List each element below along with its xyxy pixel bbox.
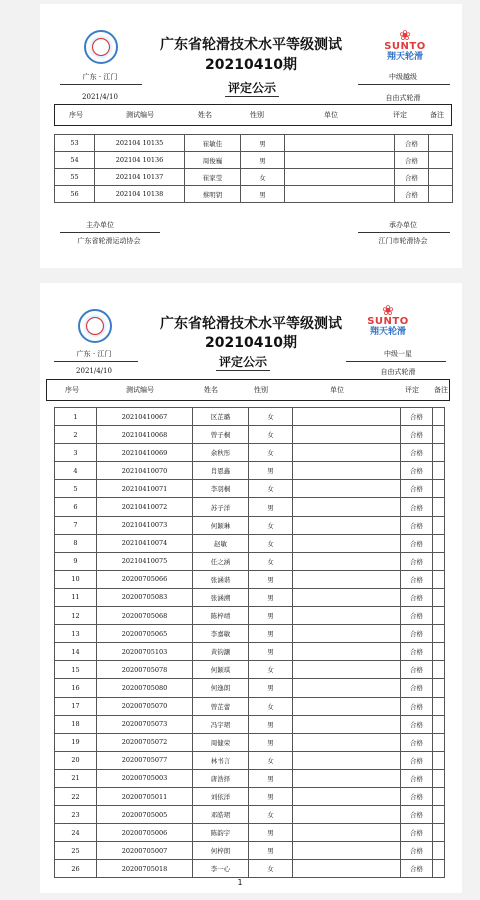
cell-unit [293,534,401,552]
cell-index: 11 [55,588,97,606]
cell-test-id: 20200705103 [97,643,193,661]
cell-result: 合格 [395,152,429,169]
table-header [46,379,450,401]
column-header-test-id: 测试编号 [126,386,154,394]
cell-test-id: 20200705065 [97,625,193,643]
cell-unit [285,152,395,169]
page-number: 1 [237,878,243,887]
cell-index: 9 [55,552,97,570]
cell-index: 17 [55,697,97,715]
cell-remark [433,661,445,679]
cell-test-id: 20200705006 [97,824,193,842]
cell-gender: 男 [249,715,293,733]
table-header [54,104,452,126]
cell-remark [433,751,445,769]
cell-unit [293,408,401,426]
cell-gender: 女 [249,697,293,715]
table-row [55,169,453,186]
column-header-test-id: 测试编号 [126,111,154,119]
table-row [55,697,445,715]
cell-index: 4 [55,462,97,480]
cell-result: 合格 [401,588,433,606]
host-label: 主办单位 [86,221,114,229]
table-row [55,462,445,480]
cell-index: 2 [55,426,97,444]
table-row [55,679,445,697]
cell-remark [433,769,445,787]
cell-gender: 女 [249,860,293,878]
document-title: 广东省轮滑技术水平等级测试 [160,37,342,53]
cell-result: 合格 [401,408,433,426]
cell-remark [433,733,445,751]
cell-unit [293,588,401,606]
cell-gender: 男 [249,607,293,625]
results-table [54,134,453,203]
cell-unit [293,444,401,462]
table-row [55,552,445,570]
cell-remark [429,152,453,169]
cell-unit [293,516,401,534]
cell-test-id: 20200705080 [97,679,193,697]
table-row [55,444,445,462]
table-row [55,643,445,661]
divider [60,232,160,233]
document-subtitle: 评定公示 [216,353,270,371]
cell-test-id: 20200705005 [97,806,193,824]
cell-unit [293,625,401,643]
cell-remark [433,715,445,733]
cell-name: 赵敏 [193,534,249,552]
cell-result: 合格 [401,444,433,462]
cell-gender: 女 [249,661,293,679]
table-row [55,769,445,787]
cell-test-id: 20200705077 [97,751,193,769]
cell-index: 23 [55,806,97,824]
cell-remark [433,534,445,552]
cell-result: 合格 [401,806,433,824]
cell-name: 林书言 [193,751,249,769]
cell-test-id: 20210410071 [97,480,193,498]
date-label: 2021/4/10 [82,93,118,101]
cell-name: 唐浩择 [193,769,249,787]
cell-gender: 男 [249,769,293,787]
cell-gender: 女 [249,751,293,769]
cell-gender: 男 [249,643,293,661]
cell-result: 合格 [395,135,429,152]
cell-unit [293,842,401,860]
level-label: 中级一星 [384,350,412,358]
cell-test-id: 20210410067 [97,408,193,426]
cell-name: 苏子洋 [193,498,249,516]
divider [60,84,142,85]
cell-index: 10 [55,570,97,588]
discipline-label: 自由式轮滑 [385,94,421,102]
cell-result: 合格 [401,715,433,733]
cell-gender: 男 [241,135,285,152]
cell-gender: 男 [249,679,293,697]
cell-test-id: 20200705007 [97,842,193,860]
cell-result: 合格 [401,679,433,697]
table-row [55,498,445,516]
document-period: 20210410期 [205,57,297,73]
cell-gender: 女 [249,516,293,534]
cell-index: 25 [55,842,97,860]
cell-index: 55 [55,169,95,186]
cell-remark [433,480,445,498]
cell-result: 合格 [401,842,433,860]
divider [346,361,446,362]
divider [358,84,450,85]
table-row [55,860,445,878]
cell-remark [429,135,453,152]
cell-name: 陈韵宇 [193,824,249,842]
cell-remark [433,643,445,661]
cell-unit [293,751,401,769]
cell-test-id: 20200705066 [97,570,193,588]
cell-result: 合格 [401,751,433,769]
cell-index: 12 [55,607,97,625]
cell-name: 刘依洋 [193,787,249,805]
discipline-label: 自由式轮滑 [380,368,416,376]
cell-result: 合格 [401,426,433,444]
table-row [55,570,445,588]
cell-result: 合格 [401,661,433,679]
cell-remark [433,787,445,805]
cell-result: 合格 [401,498,433,516]
cell-remark [433,408,445,426]
table-row [55,715,445,733]
cell-gender: 男 [241,152,285,169]
date-label: 2021/4/10 [76,367,112,375]
cell-remark [433,806,445,824]
cell-name: 何颖琳 [193,516,249,534]
cell-unit [293,643,401,661]
cell-index: 21 [55,769,97,787]
cell-remark [433,444,445,462]
cell-remark [433,552,445,570]
column-header-name: 姓名 [204,386,218,394]
cell-result: 合格 [401,860,433,878]
cell-result: 合格 [395,169,429,186]
table-row [55,751,445,769]
cell-gender: 男 [249,588,293,606]
table-row [55,426,445,444]
cell-gender: 女 [249,806,293,824]
table-row [55,480,445,498]
cell-gender: 男 [249,498,293,516]
cell-index: 13 [55,625,97,643]
cell-test-id: 20210410074 [97,534,193,552]
cell-test-id: 20210410068 [97,426,193,444]
cell-name: 蔡明钥 [185,186,241,203]
cell-index: 20 [55,751,97,769]
cell-unit [293,824,401,842]
cell-remark [433,697,445,715]
cell-gender: 男 [249,842,293,860]
cell-gender: 男 [241,186,285,203]
table-row [55,186,453,203]
cell-gender: 男 [249,733,293,751]
cell-remark [433,426,445,444]
document-period: 20210410期 [205,335,297,351]
cell-unit [293,679,401,697]
cell-name: 余秋彤 [193,444,249,462]
column-header-remark: 备注 [434,386,448,394]
cell-result: 合格 [401,534,433,552]
cell-result: 合格 [401,787,433,805]
cell-name: 周俊巍 [185,152,241,169]
cell-name: 邓皓珺 [193,806,249,824]
cell-test-id: 20200705011 [97,787,193,805]
cell-test-id: 20210410069 [97,444,193,462]
table-row [55,588,445,606]
sunto-logo-icon: ❀ SUNTO 翔天轮滑 [384,28,426,62]
results-table [54,407,445,878]
cell-remark [433,625,445,643]
cell-remark [429,186,453,203]
column-header-gender: 性别 [254,386,268,394]
cell-unit [293,769,401,787]
cell-gender: 女 [249,426,293,444]
cell-result: 合格 [401,824,433,842]
cell-name: 区芷璐 [193,408,249,426]
cell-unit [293,607,401,625]
column-header-unit: 单位 [330,386,344,394]
cell-unit [293,570,401,588]
cell-index: 18 [55,715,97,733]
organizer-label: 承办单位 [389,221,417,229]
table-row [55,661,445,679]
cell-result: 合格 [401,697,433,715]
cell-remark [433,588,445,606]
cell-name: 曾芷蕾 [193,697,249,715]
cell-gender: 男 [249,462,293,480]
cell-remark [433,607,445,625]
cell-unit [293,733,401,751]
cell-name: 陈梓靖 [193,607,249,625]
cell-test-id: 202104 10137 [95,169,185,186]
cell-test-id: 20210410073 [97,516,193,534]
cell-index: 56 [55,186,95,203]
cell-name: 黄钧灏 [193,643,249,661]
document-subtitle: 评定公示 [225,79,279,97]
cell-result: 合格 [401,733,433,751]
cell-unit [285,135,395,152]
cell-test-id: 20200705018 [97,860,193,878]
organizer-name: 江门市轮滑协会 [378,237,428,245]
table-row [55,625,445,643]
cell-gender: 女 [249,552,293,570]
cell-index: 26 [55,860,97,878]
cell-index: 7 [55,516,97,534]
cell-name: 李一心 [193,860,249,878]
cell-index: 15 [55,661,97,679]
table-row [55,516,445,534]
cell-result: 合格 [401,570,433,588]
cell-test-id: 20200705070 [97,697,193,715]
cell-remark [429,169,453,186]
column-header-gender: 性别 [250,111,264,119]
divider [358,232,450,233]
cell-result: 合格 [401,643,433,661]
column-header-result: 评定 [393,111,407,119]
divider [54,361,138,362]
cell-unit [293,715,401,733]
cell-unit [293,860,401,878]
table-row [55,534,445,552]
cell-name: 任之涵 [193,552,249,570]
cell-index: 24 [55,824,97,842]
cell-name: 张涵溯 [193,588,249,606]
cell-name: 何颖琪 [193,661,249,679]
cell-test-id: 20210410072 [97,498,193,516]
cell-name: 李羽桐 [193,480,249,498]
cell-remark [433,860,445,878]
table-row [55,607,445,625]
table-row [55,842,445,860]
cell-unit [293,661,401,679]
cell-test-id: 202104 10136 [95,152,185,169]
document-title: 广东省轮滑技术水平等级测试 [160,316,342,332]
cell-gender: 女 [249,534,293,552]
cell-gender: 男 [249,787,293,805]
cell-index: 14 [55,643,97,661]
cell-gender: 女 [249,408,293,426]
cell-unit [293,426,401,444]
location-label: 广东 · 江门 [76,350,112,358]
cell-test-id: 20210410070 [97,462,193,480]
cell-name: 崔家莹 [185,169,241,186]
sunto-logo-icon: ❀ SUNTO 翔天轮滑 [367,303,409,337]
level-label: 中级越级 [389,73,417,81]
column-header-result: 评定 [405,386,419,394]
cell-name: 李嘉敏 [193,625,249,643]
cell-result: 合格 [401,769,433,787]
cell-remark [433,462,445,480]
cell-index: 6 [55,498,97,516]
table-row [55,806,445,824]
cell-name: 张涵谐 [193,570,249,588]
cell-unit [293,498,401,516]
column-header-index: 序号 [65,386,79,394]
cell-unit [285,186,395,203]
column-header-remark: 备注 [430,111,444,119]
cell-index: 54 [55,152,95,169]
cell-index: 16 [55,679,97,697]
cell-test-id: 20210410075 [97,552,193,570]
cell-remark [433,842,445,860]
cell-unit [293,787,401,805]
cell-name: 何梓朗 [193,842,249,860]
cell-name: 崔敏佳 [185,135,241,152]
cell-unit [285,169,395,186]
cell-gender: 男 [249,824,293,842]
cell-name: 曾子桐 [193,426,249,444]
cell-index: 5 [55,480,97,498]
cell-name: 何逸朗 [193,679,249,697]
cell-gender: 女 [249,444,293,462]
cell-result: 合格 [401,516,433,534]
table-row [55,733,445,751]
cell-index: 1 [55,408,97,426]
certificate-sheet-2 [40,283,462,893]
table-row [55,824,445,842]
cell-result: 合格 [401,552,433,570]
cell-test-id: 20200705078 [97,661,193,679]
cell-test-id: 20200705073 [97,715,193,733]
cell-gender: 男 [249,570,293,588]
cell-test-id: 20200705083 [97,588,193,606]
cell-unit [293,462,401,480]
cell-test-id: 20200705068 [97,607,193,625]
cell-test-id: 202104 10138 [95,186,185,203]
cell-test-id: 20200705072 [97,733,193,751]
cell-result: 合格 [401,462,433,480]
column-header-index: 序号 [69,111,83,119]
certificate-sheet-1 [40,4,462,268]
table-row [55,135,453,152]
table-row [55,408,445,426]
cell-name: 周健荣 [193,733,249,751]
cell-unit [293,697,401,715]
cell-unit [293,480,401,498]
cell-index: 8 [55,534,97,552]
cell-gender: 男 [249,625,293,643]
cell-remark [433,679,445,697]
cell-unit [293,552,401,570]
cell-remark [433,498,445,516]
cell-index: 3 [55,444,97,462]
location-label: 广东 · 江门 [82,73,118,81]
cell-name: 肖恩鑫 [193,462,249,480]
cell-index: 53 [55,135,95,152]
table-row [55,152,453,169]
cell-remark [433,516,445,534]
cell-result: 合格 [401,625,433,643]
cell-result: 合格 [401,480,433,498]
cell-result: 合格 [401,607,433,625]
cell-name: 冯宇珺 [193,715,249,733]
column-header-unit: 单位 [324,111,338,119]
cell-test-id: 20200705003 [97,769,193,787]
cell-test-id: 202104 10135 [95,135,185,152]
cell-remark [433,824,445,842]
cell-remark [433,570,445,588]
cell-index: 22 [55,787,97,805]
cell-index: 19 [55,733,97,751]
cell-result: 合格 [395,186,429,203]
cell-gender: 女 [249,480,293,498]
table-row [55,787,445,805]
cell-unit [293,806,401,824]
column-header-name: 姓名 [198,111,212,119]
host-name: 广东省轮滑运动协会 [77,237,141,245]
cell-gender: 女 [241,169,285,186]
